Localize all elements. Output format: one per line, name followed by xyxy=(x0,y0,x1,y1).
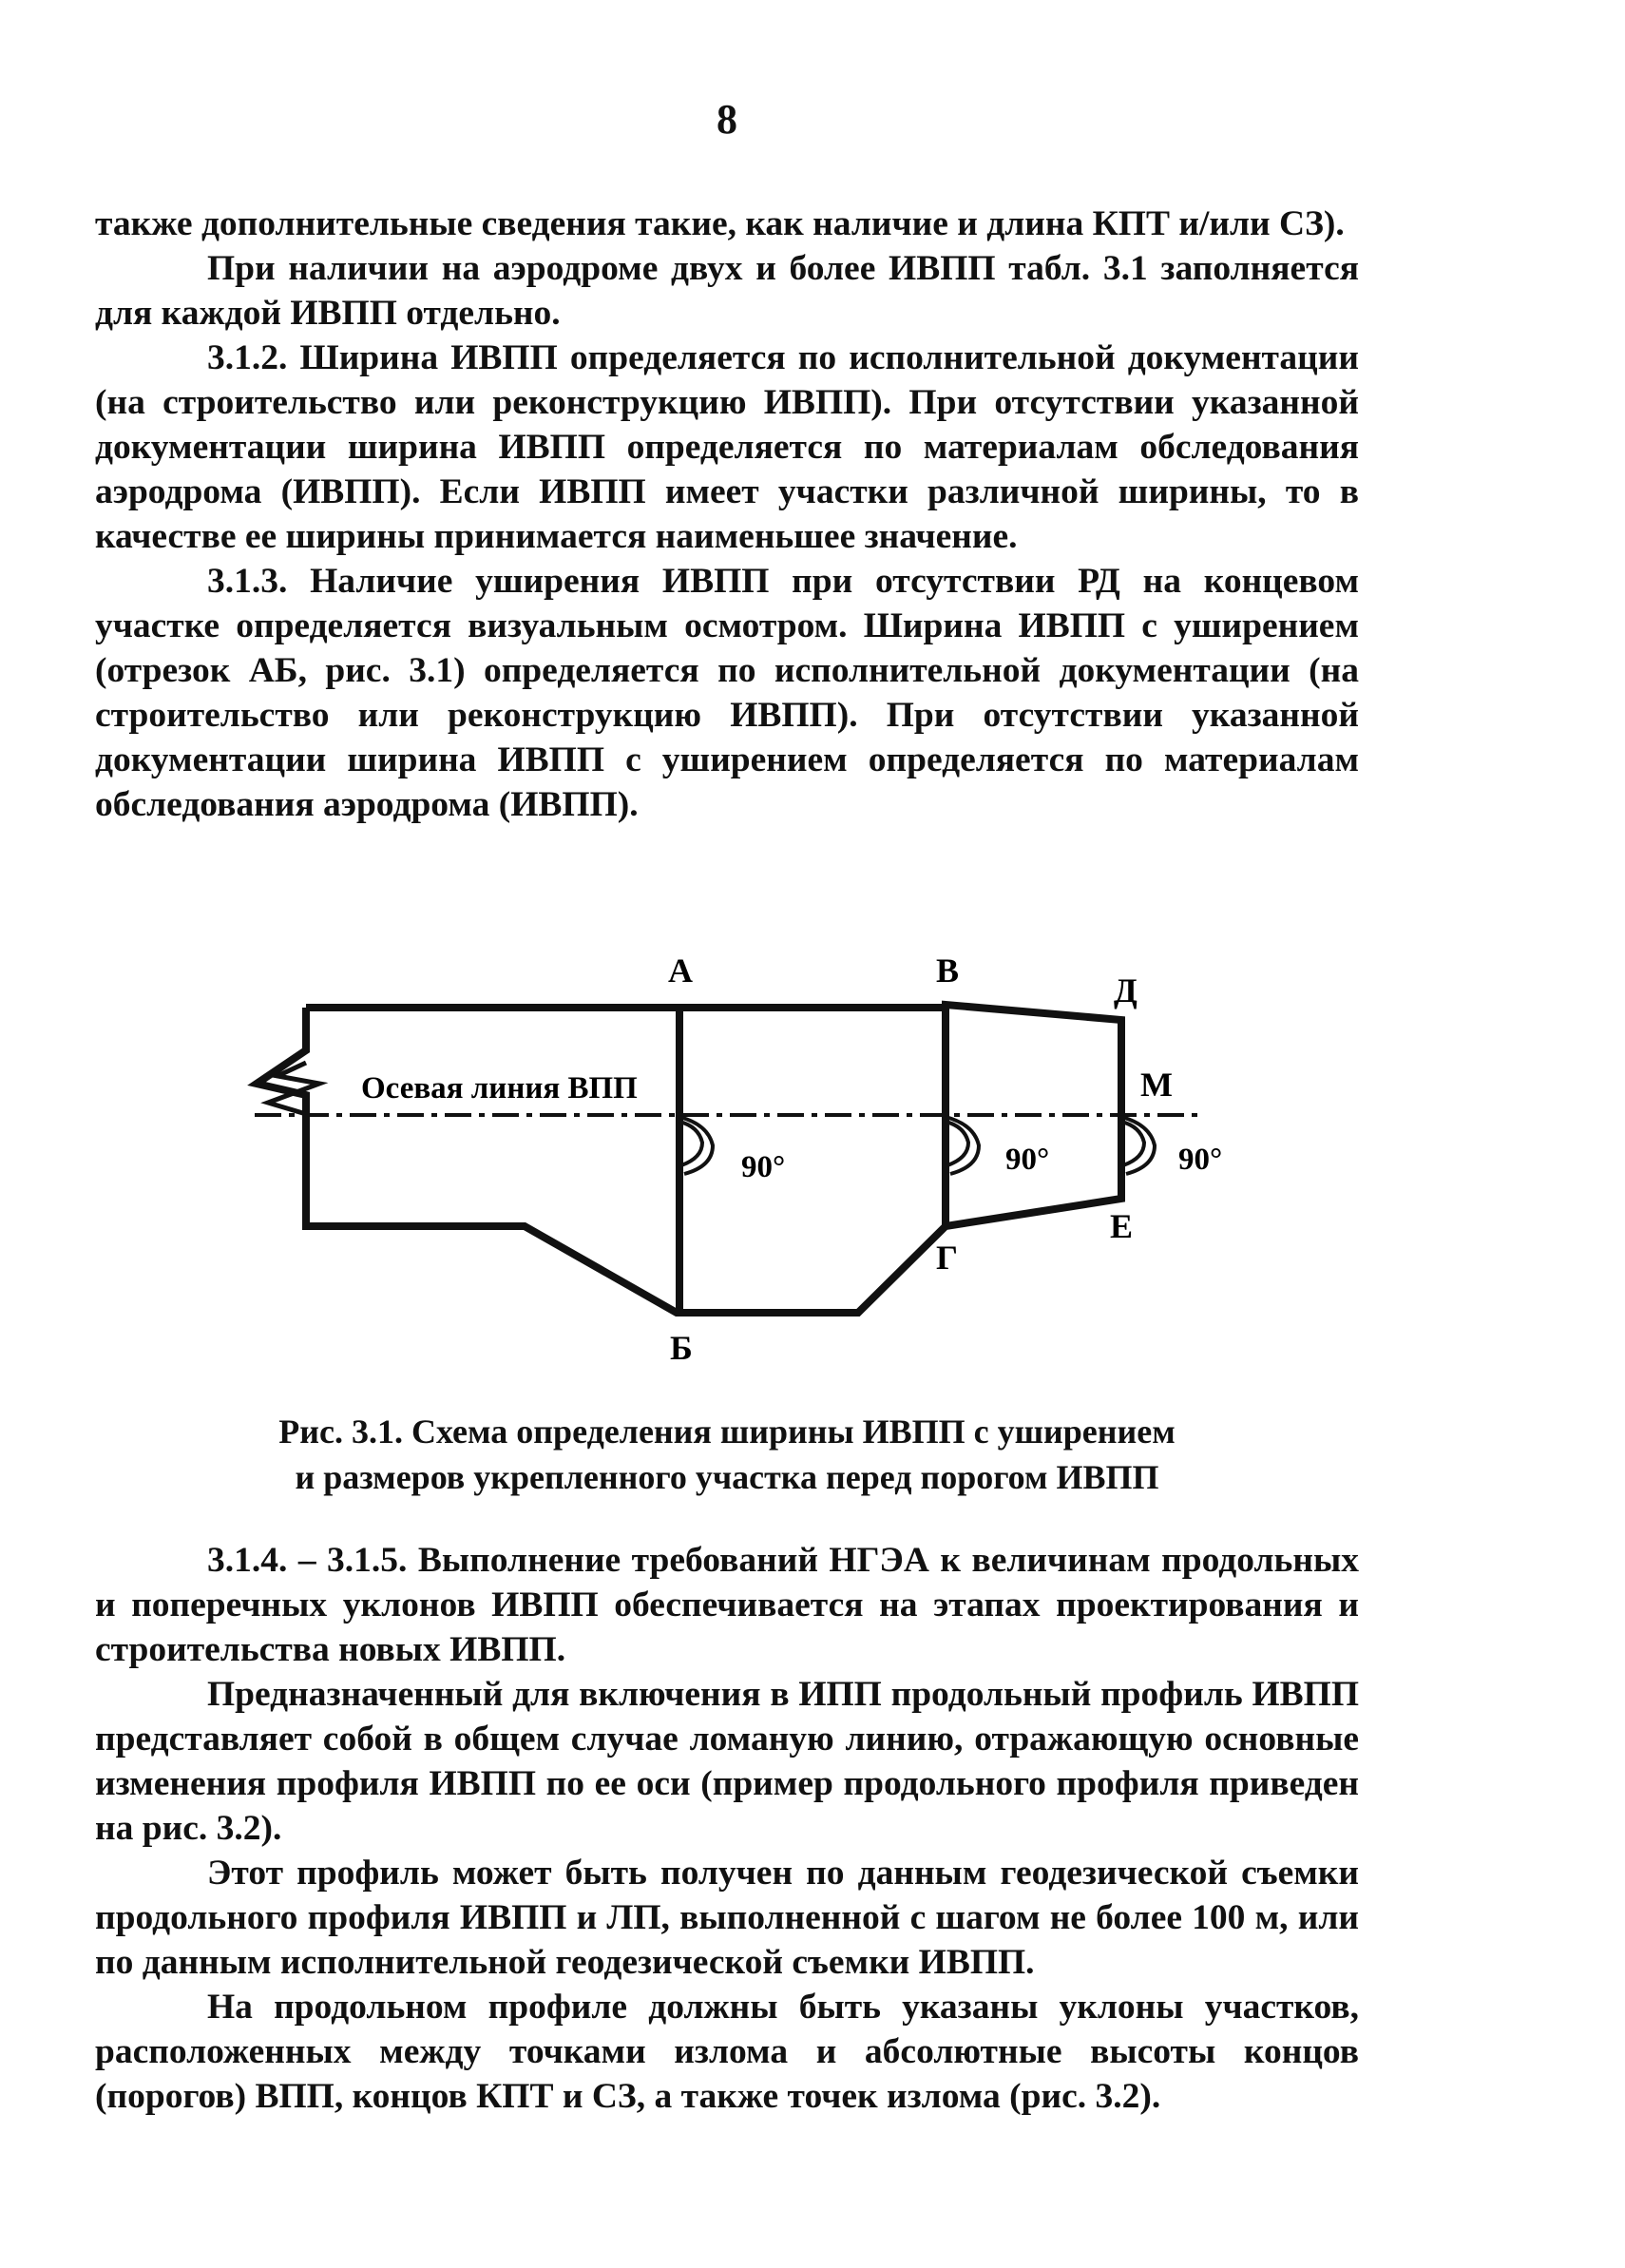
figure-3-1 xyxy=(0,941,1625,1388)
paragraph: Предназначенный для включения в ИПП продольный профиль ИВПП представляет собой в общем случае ломаную линию, отражающую основные изменения профиля ИВПП по ее оси (пример продольного профиля приведен на рис. 3.2). xyxy=(95,1675,1359,1848)
label-b: В xyxy=(936,951,960,990)
angle-label-3: 90° xyxy=(1178,1143,1223,1177)
text-block-bottom xyxy=(95,1538,1359,2119)
label-e: Е xyxy=(1110,1207,1134,1245)
paragraph: 3.1.2. Ширина ИВПП определяется по исполнительной документации (на строительство или реконструкцию ИВПП). При отсутствии указанной документации ширина ИВПП определяется по материалам обследования аэродрома (ИВПП). Если ИВПП имеет участки различной ширины, то в качестве ее ширины принимается наименьшее значение. xyxy=(95,338,1359,556)
figure-caption xyxy=(143,1409,1311,1500)
paragraph: 3.1.4. – 3.1.5. Выполнение требований НГЭА к величинам продольных и поперечных уклонов ИВПП обеспечивается на этапах проектирования и строительства новых ИВПП. xyxy=(95,1541,1359,1669)
label-d: Д xyxy=(1114,971,1138,1009)
caption-line: и размеров укрепленного участка перед порогом ИВПП xyxy=(295,1458,1159,1496)
paragraph: 3.1.3. Наличие уширения ИВПП при отсутствии РД на концевом участке определяется визуальным осмотром. Ширина ИВПП с уширением (отрезок АБ, рис. 3.1) определяется по исполнительной документации (на строительство или реконструкцию ИВПП). При отсутствии указанной документации ширина ИВПП с уширением определяется по материалам обследования аэродрома (ИВПП). xyxy=(95,562,1359,824)
paragraph: На продольном профиле должны быть указаны уклоны участков, расположенных между точками излома и абсолютные высоты концов (порогов) ВПП, концов КПТ и СЗ, а также точек излома (рис. 3.2). xyxy=(95,1988,1359,2116)
runway-outline xyxy=(257,1005,1121,1313)
label-g: Г xyxy=(936,1239,958,1277)
paragraph: Этот профиль может быть получен по данным геодезической съемки продольного профиля ИВПП и ЛП, выполненной с шагом не более 100 м, или по данным исполнительной геодезической съемки ИВПП. xyxy=(95,1854,1359,1982)
angle-label-2: 90° xyxy=(1005,1143,1050,1177)
paragraph: При наличии на аэродроме двух и более ИВПП табл. 3.1 заполняется для каждой ИВПП отдельно. xyxy=(95,249,1359,333)
paragraph: также дополнительные сведения такие, как наличие и длина КПТ и/или СЗ). xyxy=(95,204,1345,243)
label-bb: Б xyxy=(670,1329,693,1367)
page-number: 8 xyxy=(717,96,737,143)
text-block-top xyxy=(95,202,1359,827)
label-a: А xyxy=(668,951,693,990)
angle-label-1: 90° xyxy=(741,1150,786,1184)
caption-line: Рис. 3.1. Схема определения ширины ИВПП с уширением xyxy=(278,1413,1176,1451)
label-m: М xyxy=(1140,1066,1173,1104)
centerline-label: Осевая линия ВПП xyxy=(361,1071,638,1105)
